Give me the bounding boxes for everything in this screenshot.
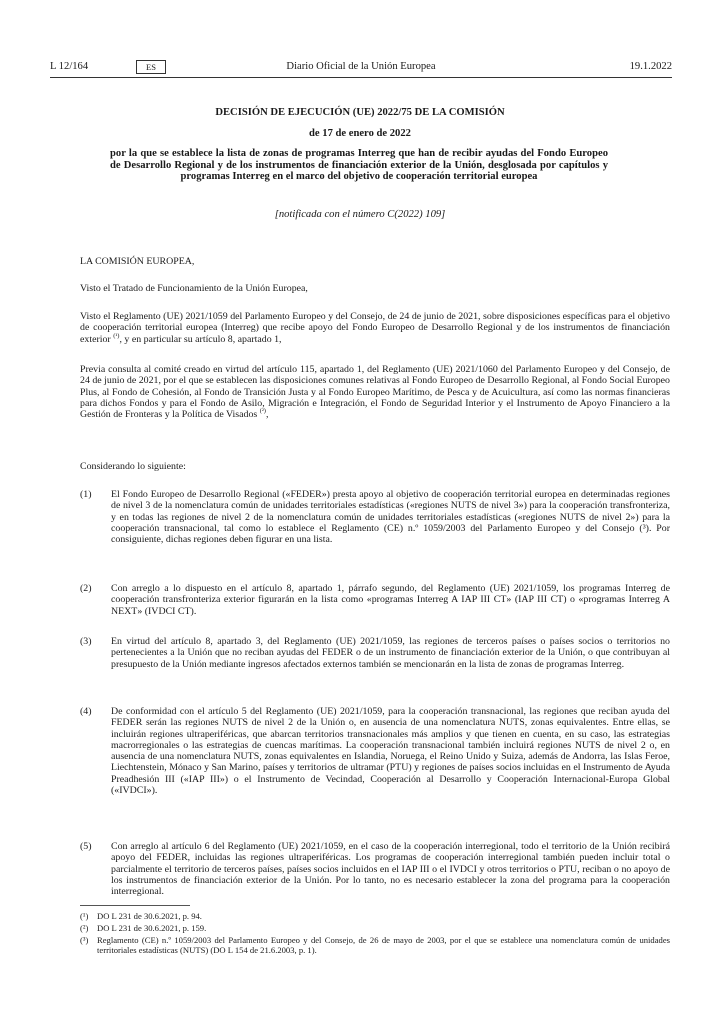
footnote-text: DO L 231 de 30.6.2021, p. 159.	[97, 923, 207, 933]
decision-title: DECISIÓN DE EJECUCIÓN (UE) 2022/75 DE LA COMISIÓN	[215, 107, 505, 118]
journal-name: Diario Oficial de la Unión Europea	[286, 61, 436, 72]
decision-subject: por la que se establece la lista de zonas de programas Interreg que han de recibir ayudas del Fondo Europeo de Desarrollo Regional y de los instrumentos de financiación exterior de la Unión, desglosada por capítulos y programas Interreg en el marco del objetivo de cooperación territorial europea	[110, 148, 608, 183]
decision-date: de 17 de enero de 2022	[309, 128, 411, 139]
footnote-text: DO L 231 de 30.6.2021, p. 94.	[97, 911, 202, 921]
publication-date: 19.1.2022	[629, 61, 672, 72]
citation-treaty: Visto el Tratado de Funcionamiento de la Unión Europea,	[80, 283, 308, 294]
footnote-mark: (¹)	[80, 911, 89, 921]
recital-number: (4)	[80, 706, 92, 717]
footnote-mark: (³)	[80, 935, 89, 945]
journal-header	[50, 58, 672, 76]
citation-regulation: Visto el Reglamento (UE) 2021/1059 del Parlamento Europeo y del Consejo, de 24 de junio de 2021, sobre disposiciones específicas para el objetivo de cooperación territorial europea (Interreg) que recibe apoyo del Fondo Europeo de Desarrollo Regional y de los instrumentos de financiación exterior $^{(^1)}$, y en particular su artículo 8, apartado 1,	[80, 311, 670, 345]
footnote-mark: (²)	[80, 923, 89, 933]
recital-text: De conformidad con el artículo 5 del Reglamento (UE) 2021/1059, para la cooperación transnacional, las regiones que reciban ayuda del FEDER serán las regiones NUTS de nivel 2 de la Unión o, en ausencia de una nomenclatura NUTS, zonas equivalentes. Entre ellas, se incluirán regiones ultraperiféricas, que abarcan territorios transnacionales más amplios y que tienen en cuenta, en su caso, las estrategias macrorregionales o las estrategias de cuencas marítimas. La cooperación transnacional también incluirá regiones NUTS de nivel 2 o, en ausencia de una nomenclatura NUTS, zonas equivalentes en Islandia, Noruega, el Reino Unido y Suiza, además de Andorra, las Islas Feroe, Liechtenstein, Mónaco y San Marino, países y territorios de ultramar (PTU) y regiones de países socios incluidas en el Instrumento de Ayuda Preadhesión III («IAP III») o el Instrumento de Vecindad, Cooperación al Desarrollo y Cooperación Internacional-Europa Global («IVDCI»).	[111, 706, 670, 797]
footnote-ref-2[interactable]: (²)	[259, 407, 266, 415]
notification-number: [notificada con el número C(2022) 109]	[274, 209, 446, 220]
footnote-text: Reglamento (CE) n.º 1059/2003 del Parlamento Europeo y del Consejo, de 26 de mayo de 2003, por el que se establece una nomenclatura común de unidades territoriales estadísticas (NUTS) (DO L 154 de 21.6.2003, p. 1).	[97, 935, 670, 956]
recital-number: (5)	[80, 841, 92, 852]
whereas-intro: Considerando lo siguiente:	[80, 461, 186, 472]
footnote-divider	[80, 905, 190, 906]
page-reference: L 12/164	[50, 61, 89, 72]
consultation-paragraph: Previa consulta al comité creado en virtud del artículo 115, apartado 1, del Reglamento (UE) 2021/1060 del Parlamento Europeo y del Consejo, de 24 de junio de 2021, por el que se establecen las disposiciones comunes relativas al Fondo Europeo de Desarrollo Regional, al Fondo Social Europeo Plus, al Fondo de Cohesión, al Fondo de Transición Justa y al Fondo Europeo Marítimo, de Pesca y de Acuicultura, así como las normas financieras para dichos Fondos y para el Fondo de Asilo, Migración e Integración, el Fondo de Seguridad Interior y el Instrumento de Apoyo Financiero a la Gestión de Fronteras y la Política de Visados $^{(^2)}$,	[80, 364, 670, 421]
recital-number: (2)	[80, 583, 92, 594]
recital-text: En virtud del artículo 8, apartado 3, del Reglamento (UE) 2021/1059, las regiones de terceros países o países socios o territorios no pertenecientes a la Unión que no reciban ayudas del FEDER o de un instrumento de financiación exterior de la Unión, o que contribuyan al presupuesto de la Unión mediante ingresos afectados externos también se mencionarán en la lista de zonas de programas Interreg.	[111, 636, 670, 670]
recital-text: Con arreglo al artículo 6 del Reglamento (UE) 2021/1059, en el caso de la cooperación interregional, todo el territorio de la Unión recibirá apoyo del FEDER, incluidas las regiones ultraperiféricas. Los programas de cooperación interregional también pueden incluir total o parcialmente el territorio de terceros países, países socios incluidos en el IAP III o el IVDCI y otros territorios o PTU, reciban o no apoyo de los instrumentos de financiación exterior de la Unión. Por lo tanto, no es necesario establecer la zona del programa para la cooperación interregional.	[111, 841, 670, 898]
footnote-ref-1[interactable]: (¹)	[113, 332, 120, 340]
recital-text: Con arreglo a lo dispuesto en el artículo 8, apartado 1, párrafo segundo, del Reglamento (UE) 2021/1059, los programas Interreg de cooperación transfronteriza exterior figurarán en la lista como «programas Interreg A IAP III CT» (IAP III CT) o «programas Interreg A NEXT» (IVDCI CT).	[111, 583, 670, 617]
recital-text: El Fondo Europeo de Desarrollo Regional («FEDER») presta apoyo al objetivo de cooperación territorial europea en determinadas regiones de nivel 3 de la nomenclatura común de unidades territoriales estadísticas («regiones NUTS de nivel 3») para la cooperación transfronteriza, y en todas las regiones de nivel 2 de la nomenclatura común de unidades territoriales estadísticas («regiones NUTS de nivel 2») para la cooperación transnacional, tal como lo establece el Reglamento (CE) n.º 1059/2003 del Parlamento Europeo y del Consejo (³). Por consiguiente, dichas regiones deben figurar en una lista.	[111, 489, 670, 546]
language-badge: ES	[136, 60, 166, 74]
recital-number: (3)	[80, 636, 92, 647]
authority-line: LA COMISIÓN EUROPEA,	[80, 256, 195, 267]
header-divider	[50, 77, 672, 78]
recital-number: (1)	[80, 489, 92, 500]
